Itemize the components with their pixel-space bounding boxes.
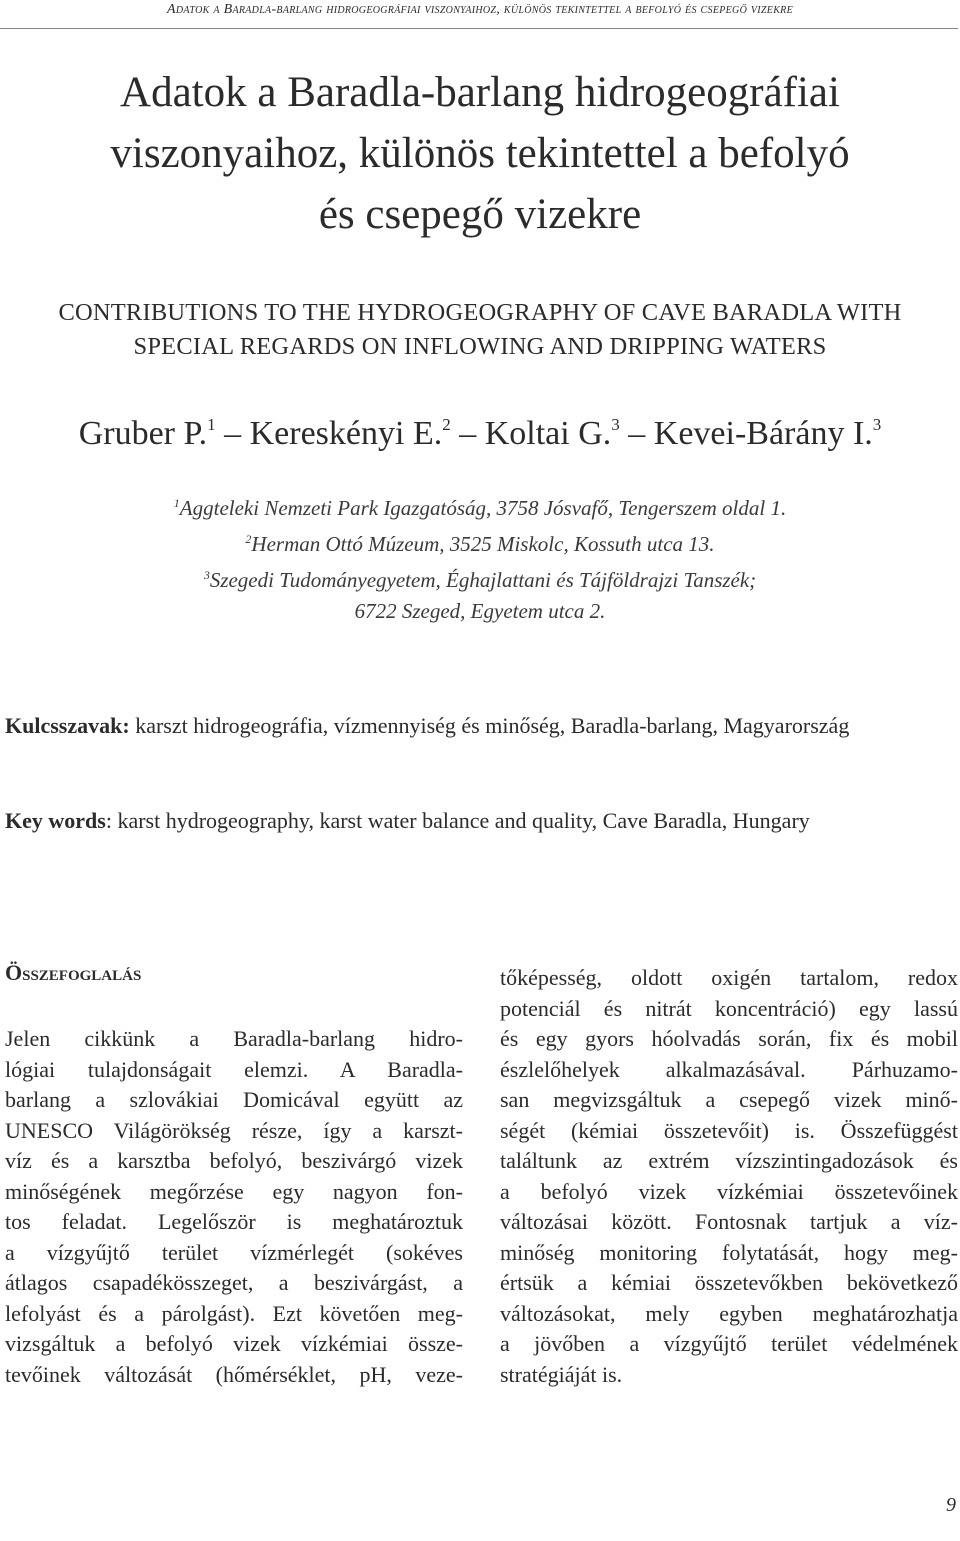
author-list	[0, 415, 960, 453]
abstract-line: tőképesség, oldott oxigén tartalom, redox	[500, 965, 958, 990]
keywords-label: Key words	[5, 808, 106, 833]
keywords-hungarian	[5, 710, 945, 742]
author-affiliation-mark: 1	[207, 415, 216, 434]
author-affiliation-mark: 3	[872, 415, 882, 434]
affiliations	[0, 488, 960, 627]
abstract-line: vizsgáltuk a befolyó vizek vízkémiai össze-	[5, 1331, 463, 1356]
affiliation-mark: 1	[173, 496, 180, 510]
abstract-heading: Összefoglalás	[5, 960, 142, 985]
article-title	[0, 62, 960, 245]
abstract-line: ségét (kémiai összetevőit) is. Összefüggést	[500, 1117, 958, 1143]
abstract-line: tos feladat. Legelőször is meghatároztuk	[5, 1209, 463, 1234]
abstract-line: minőség monitoring folytatását, hogy meg-	[500, 1239, 958, 1265]
title-line: és csepegő vizekre	[318, 191, 642, 238]
author-separator: –	[459, 415, 477, 452]
author-separator: –	[628, 415, 646, 452]
keywords-text: : karst hydrogeography, karst water balance and quality, Cave Baradla, Hungary	[105, 808, 810, 833]
abstract-line: stratégiáját is.	[500, 1361, 623, 1387]
header-rule	[0, 28, 958, 29]
subtitle-line: CONTRIBUTIONS TO THE HYDROGEOGRAPHY OF CAVE BARADLA WITH	[58, 299, 902, 326]
abstract-line: lógiai tulajdonságait elemzi. A Baradla-	[5, 1056, 463, 1082]
affiliation-text: Szegedi Tudományegyetem, Éghajlattani és Tájföldrajzi Tanszék;	[209, 568, 757, 592]
english-title	[0, 296, 960, 364]
abstract-line: értsük a kémiai összetevőkben bekövetkező	[500, 1270, 958, 1295]
abstract-line: víz és a karsztba befolyó, beszivárgó vizek	[5, 1148, 463, 1173]
author-name: Gruber P.	[78, 415, 208, 452]
author-affiliation-mark: 2	[442, 415, 451, 434]
page-number: 9	[946, 1494, 956, 1516]
keywords-label: Kulcsszavak:	[5, 713, 130, 738]
author-name: Koltai G.	[484, 415, 612, 452]
running-head: Adatok a Baradla-barlang hidrogeográfiai viszonyaihoz, különös tekintettel a befolyó és csepegő vizekre	[167, 2, 793, 17]
affiliation-mark: 3	[203, 568, 210, 582]
subtitle-line: SPECIAL REGARDS ON INFLOWING AND DRIPPING WATERS	[133, 333, 827, 360]
abstract-line: tevőinek változását (hőmérséklet, pH, veze-	[5, 1361, 463, 1387]
affiliation	[0, 524, 960, 560]
abstract-line: san megvizsgáltuk a csepegő vizek minő-	[500, 1087, 958, 1112]
title-line: Adatok a Baradla-barlang hidrogeográfiai	[120, 69, 840, 116]
abstract-line: lefolyást és a párolgást). Ezt követően meg-	[5, 1300, 463, 1326]
abstract-column-left	[5, 1024, 463, 1390]
abstract-line: barlang a szlovákiai Domicával együtt az	[5, 1087, 463, 1112]
title-line: viszonyaihoz, különös tekintettel a befolyó	[110, 130, 850, 177]
abstract-line: változásokat, mely egyben meghatározhatja	[500, 1300, 958, 1326]
abstract-line: és egy gyors hóolvadás során, fix és mobil	[500, 1026, 958, 1051]
affiliation-mark: 2	[245, 532, 252, 546]
affiliation-text: Aggteleki Nemzeti Park Igazgatóság, 3758 Jósvafő, Tengerszem oldal 1.	[179, 496, 787, 520]
abstract-line: a vízgyűjtő terület vízmérlegét (sokéves	[5, 1239, 463, 1265]
author-separator: –	[224, 415, 242, 452]
abstract-line: UNESCO Világörökség része, így a karszt-	[5, 1117, 463, 1143]
abstract-line: a jövőben a vízgyűjtő terület védelmének	[500, 1331, 958, 1356]
abstract-line: észlelőhelyek alkalmazásával. Párhuzamo-	[500, 1056, 958, 1082]
abstract-line: potenciál és nitrát koncentráció) egy lassú	[500, 995, 958, 1021]
affiliation-text: Herman Ottó Múzeum, 3525 Miskolc, Kossuth utca 13.	[251, 532, 715, 556]
keywords-english	[5, 805, 945, 837]
author-affiliation-mark: 3	[611, 415, 620, 434]
keywords-text: karszt hidrogeográfia, vízmennyiség és minőség, Baradla-barlang, Magyarország	[129, 713, 850, 738]
abstract-line: minőségének megőrzése egy nagyon fon-	[5, 1178, 463, 1204]
author-name: Kereskényi E.	[249, 415, 443, 452]
abstract-line: változásai között. Fontosnak tartjuk a víz-	[500, 1209, 958, 1234]
abstract-column-right	[500, 963, 958, 1390]
abstract-line: a befolyó vizek vízkémiai összetevőinek	[500, 1178, 958, 1204]
affiliation-text: 6722 Szeged, Egyetem utca 2.	[354, 599, 606, 623]
abstract-line: Jelen cikkünk a Baradla-barlang hidro-	[5, 1026, 463, 1051]
author-name: Kevei-Bárány I.	[653, 415, 873, 452]
affiliation	[0, 596, 960, 627]
affiliation	[0, 560, 960, 596]
abstract-line: találtunk az extrém vízszintingadozások és	[500, 1148, 958, 1173]
abstract-line: átlagos csapadékösszeget, a beszivárgást, a	[5, 1270, 463, 1295]
affiliation	[0, 488, 960, 524]
